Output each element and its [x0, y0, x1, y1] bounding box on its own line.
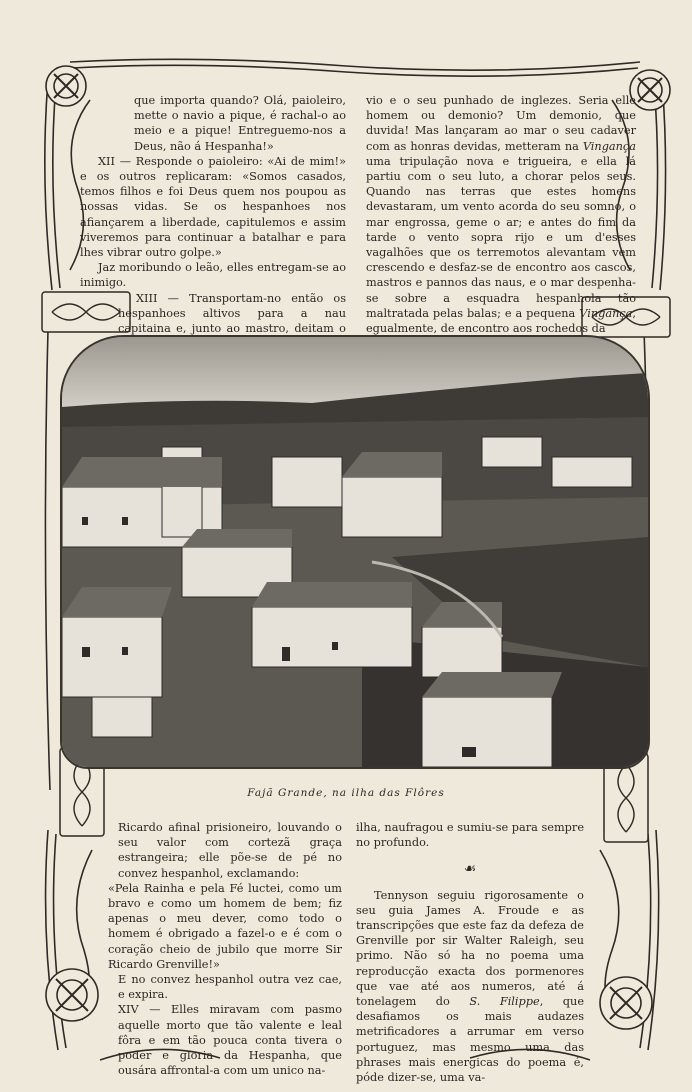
text-column-bottom-right — [356, 820, 584, 1085]
paragraph: vio e o seu punhado de inglezes. Seria elle homem ou demonio? Um demonio, que duvida! Mas lançaram ao mar o seu cadaver com as honras devidas, metteram na Vingança uma tripulação nova e trigueira, e ella lá partiu com o seu luto, a chorar pelos seus. Quando nas terras que estes homens devastaram, um vento acorda do seu somno, o mar engrossa, geme o ar; e antes do fim da tarde o vento sopra rijo e um d'esses vagalhões que os terremotos alevantam vem crescendo e desfaz-se de encontro aos cascos, mastros e pannos das naus, e o mar despenha-se sobre a esquadra hespanhola tão maltratada pelas balas; e a pequena Vingança, egualmente, de encontro aos rochedos da — [366, 94, 636, 336]
fleuron-icon: ☙ — [463, 861, 477, 878]
paragraph: XIII — Transportam-no então os hespanhoes altivos para a nau capitaina e, junto ao mastro, deitam o — [118, 291, 346, 336]
paragraph: XIV — Elles miravam com pasmo aquelle morto que tão valente e leal fôra e em tão pouca conta tivera o poder e gloria da Hespanha, que ousára affrontal-a com um unico na- — [118, 1003, 342, 1078]
photograph-faja-grande — [60, 335, 650, 769]
paragraph: E no convez hespanhol outra vez cae, e expira. — [118, 973, 342, 1002]
paragraph: que importa quando? Olá, paioleiro, mette o navio a pique, é rachal-o ao meio e a pique! Entreguemo-nos a Deus, não á Hespanha!» — [134, 94, 346, 153]
text-column-bottom-left — [108, 820, 342, 1078]
paragraph: XII — Responde o paioleiro: «Ai de mim!» e os outros replicaram: «Somos casados, temos filhos e foi Deus quem nos poupou as nossas vidas. Se os hespanhoes nos afiançarem a liberdade, capitulemos e assim viveremos para continuar a batalhar e para lhes vibrar outro golpe.» — [80, 154, 346, 260]
text-column-top-left — [80, 93, 346, 351]
photo-caption: Fajã Grande, na ilha das Flôres — [247, 787, 445, 799]
fleuron-ornament — [356, 862, 584, 877]
paragraph: «Pela Rainha e pela Fé luctei, como um bravo e como um homem de bem; fiz apenas o meu dever, como todo o homem é obrigado a fazel-o e é com o coração cheio de jubilo que morre Sir Ricardo Grenville!» — [108, 881, 342, 971]
text-column-top-right — [366, 93, 636, 336]
village-landscape-image — [62, 337, 648, 767]
paragraph: Jaz moribundo o leão, elles entregam-se ao inimigo. — [80, 261, 346, 290]
paragraph: Tennyson seguiu rigorosamente o seu guia James A. Froude e as transcripções que este faz da defeza de Grenville por sir Walter Raleigh, seu primo. Não só ha no poema uma reproducção exacta dos pormenores que vae até aos numeros, até á tonelagem do S. Filippe, que desafiamos os mais audazes metrificadores a arrumar em verso portuguez, mas mesmo uma das phrases mais energicas do poema é, póde dizer-se, uma va- — [356, 888, 585, 1085]
paragraph: ilha, naufragou e sumiu-se para sempre no profundo. — [356, 821, 584, 850]
paragraph: Ricardo afinal prisioneiro, louvando o seu valor com cortezã graça estrangeira; elle põe-se de pé no convez hespanhol, exclamando: — [118, 821, 342, 880]
